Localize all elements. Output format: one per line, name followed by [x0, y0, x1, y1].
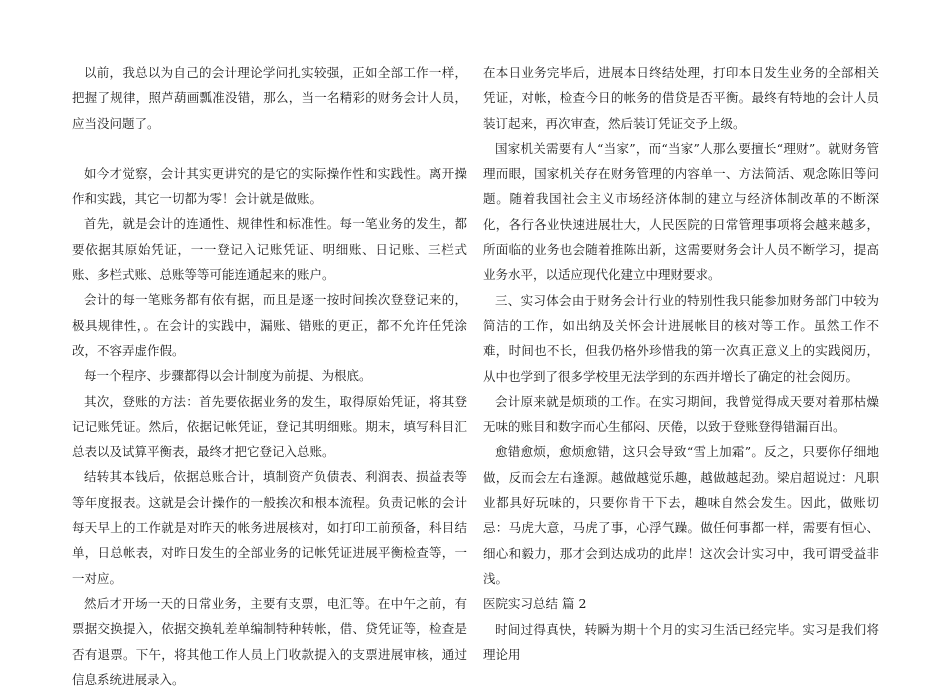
paragraph: 每一个程序、步骤都得以会计制度为前提、为根底。	[84, 368, 372, 384]
paragraph: 首先，就是会计的连通性、规律性和标准性。每一笔业务的发生，都要依据其原始凭证，一一登记入记账凭证、明细账、日记账、三栏式账、多栏式账、总账等等可能连通起来的账户。	[72, 216, 467, 283]
paragraph: 愈错愈烦，愈烦愈错，这只会导致“雪上加霜”。反之，只要你仔细地做，反而会左右逢源。越做越觉乐趣，越做越起劲。梁启超说过：凡职业都具好玩味的，只要你肯干下去，趣味自然会发生。因此，做账切忌：马虎大意，马虎了事，心浮气躁。做任何事都一样，需要有恒心、细心和毅力，那才会到达成功的此岸！这次会计实习中，我可谓受益非浅。	[483, 444, 879, 586]
left-column	[72, 60, 467, 692]
section-heading: 医院实习总结 篇 2	[483, 596, 587, 612]
right-column	[483, 60, 879, 667]
paragraph: 如今才觉察，会计其实更讲究的是它的实际操作性和实践性。离开操作和实践，其它一切都为零！会计就是做账。	[72, 165, 467, 207]
paragraph: 以前，我总以为自己的会计理论学问扎实较强，正如全部工作一样，把握了规律，照芦葫画瓢准没错，那么，当一名精彩的财务会计人员，应当没问题了。	[72, 65, 467, 131]
paragraph: 结转其本钱后，依据总账合计，填制资产负债表、利润表、损益表等等年度报表。这就是会计操作的一般挨次和根本流程。负责记帐的会计每天早上的工作就是对昨天的帐务进展核对，如打印工前预备，科目结单，日总帐表，对昨日发生的全部业务的记帐凭证进展平衡检查等，一一对应。	[72, 469, 467, 586]
paragraph: 时间过得真快，转瞬为期十个月的实习生活已经完毕。实习是我们将理论用	[483, 621, 879, 662]
paragraph: 会计的每一笔账务都有依有据，而且是逐一按时间挨次登登记来的，极具规律性，。在会计的实践中，漏账、错账的更正，都不允许任凭涂改，不容弄虚作假。	[72, 292, 467, 358]
paragraph: 然后才开场一天的日常业务，主要有支票，电汇等。在中午之前，有票据交换提入，依据交换轧差单编制特种转帐，借、贷凭证等，检查是否有退票。下午，将其他工作人员上门收款提入的支票进展审核，通过信息系统进展录入。	[72, 595, 467, 687]
paragraph: 在本日业务完毕后，进展本日终结处理，打印本日发生业务的全部相关凭证，对帐，检查今日的帐务的借贷是否平衡。最终有特地的会计人员装订起来，再次审查，然后装订凭证交予上级。	[483, 65, 879, 131]
paragraph: 其次，登账的方法：首先要依据业务的发生，取得原始凭证，将其登记记账凭证。然后，依据记帐凭证，登记其明细账。期末，填写科目汇总表以及试算平衡表，最终才把它登记入总账。	[72, 393, 467, 460]
paragraph: 国家机关需要有人“当家”，而“当家”人那么要擅长“理财”。就财务管理而眼，国家机关存在财务管理的内容单一、方法简活、观念陈旧等问题。随着我国社会主义市场经济体制的建立与经济体制改革的不断深化，各行各业快速进展壮大，人民医院的日常管理事项将会越来越多，所面临的业务也会随着推陈出新，这需要财务会计人员不断学习，提高业务水平，以适应现代化建立中理财要求。	[483, 140, 879, 283]
paragraph: 三、实习体会由于财务会计行业的特别性我只能参加财务部门中较为简洁的工作，如出纳及关怀会计进展帐目的核对等工作。虽然工作不难，时间也不长，但我仍格外珍惜我的第一次真正意义上的实践阅历，从中也学到了很多学校里无法学到的东西并增长了确定的社会阅历。	[483, 292, 879, 384]
paragraph: 会计原来就是烦琐的工作。在实习期间，我曾觉得成天要对着那枯燥无味的账目和数字而心生郁闷、厌倦，以致于登账登得错漏百出。	[483, 393, 879, 435]
